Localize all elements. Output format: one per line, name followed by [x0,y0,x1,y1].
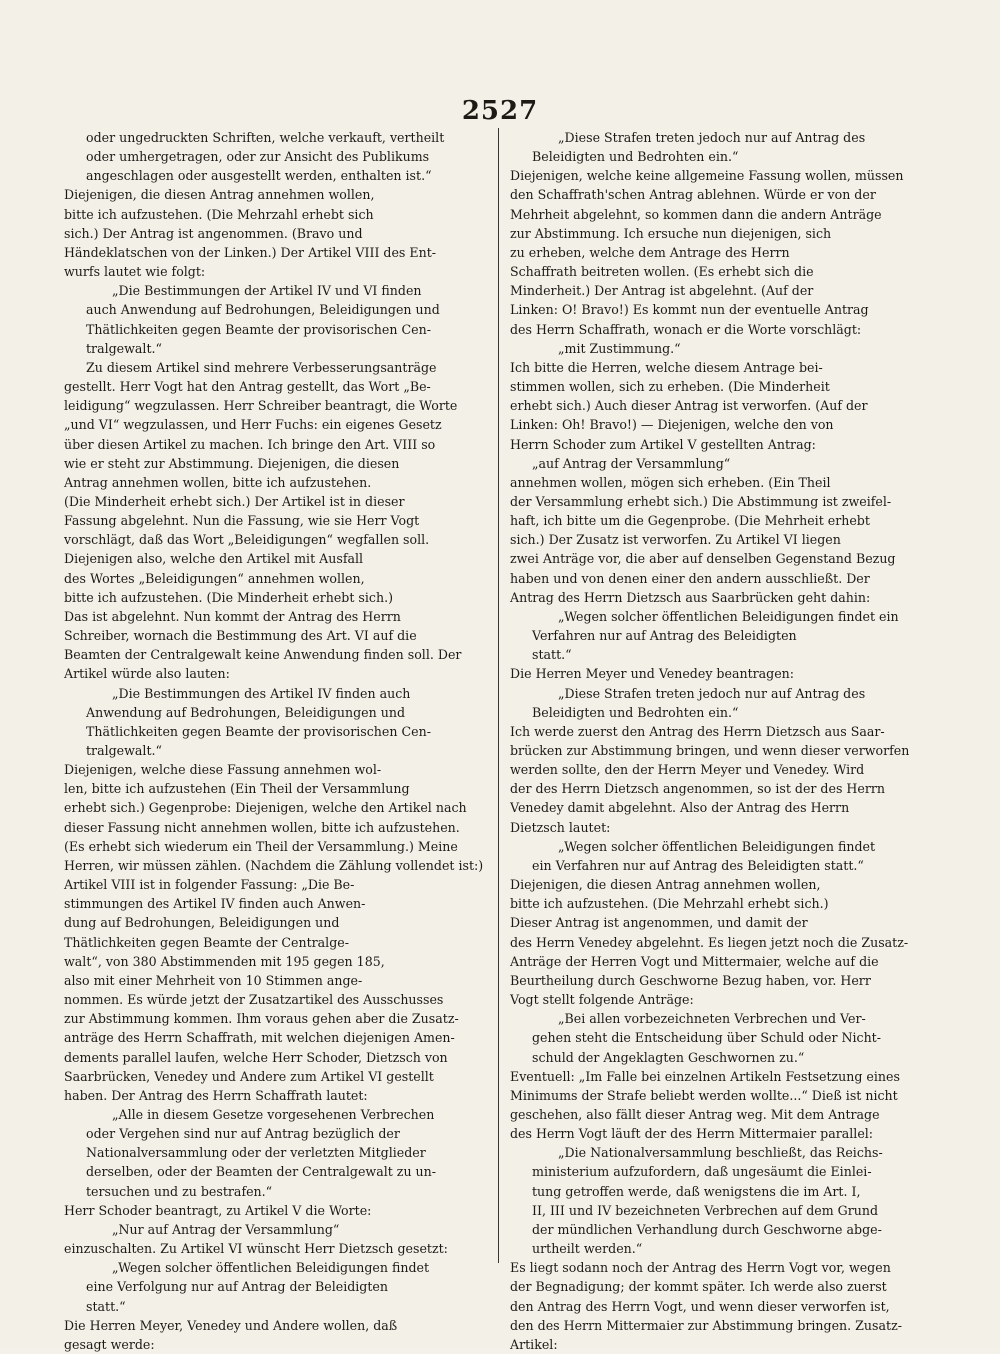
text-line: Diejenigen, die diesen Antrag annehmen wollen, [64,187,375,203]
text-line: stimmen wollen, sich zu erheben. (Die Minderheit [510,379,830,395]
text-line: vorschlägt, daß das Wort „Beleidigungen“ wegfallen soll. [64,532,430,548]
text-line: dung auf Bedrohungen, Beleidigungen und [64,915,340,931]
text-line: ministerium aufzufordern, daß ungesäumt die Einlei- [532,1164,872,1180]
text-line: sich.) Der Antrag ist angenommen. (Bravo und [64,225,363,241]
text-line: ein Verfahren nur auf Antrag des Beleidigten statt.“ [532,857,864,873]
text-line: Ich bitte die Herren, welche diesem Antrage bei- [510,359,823,375]
text-line: tersuchen und zu bestrafen.“ [86,1183,273,1199]
text-line: haben und von denen einer den andern ausschließt. Der [510,570,870,586]
text-line: „Wegen solcher öffentlichen Beleidigungen findet [558,838,876,854]
text-line: den Schaffrath'schen Antrag ablehnen. Würde er von der [510,187,876,203]
text-line: „Wegen solcher öffentlichen Beleidigungen findet [112,1260,430,1276]
text-line: oder Vergehen sind nur auf Antrag bezüglich der [86,1126,400,1142]
text-line: leidigung“ wegzulassen. Herr Schreiber beantragt, die Worte [64,398,458,414]
text-line: Antrag des Herrn Dietzsch aus Saarbrücken geht dahin: [510,589,871,605]
text-line: Zu diesem Artikel sind mehrere Verbesserungsanträge [86,359,437,375]
text-line: dieser Fassung nicht annehmen wollen, bitte ich aufzustehen. [64,819,460,835]
text-line: Artikel VIII ist in folgender Fassung: „Die Be- [64,877,355,893]
text-line: eine Verfolgung nur auf Antrag der Beleidigten [86,1279,388,1295]
text-line: Anträge der Herren Vogt und Mittermaier, welche auf die [510,953,879,969]
text-line: Fassung abgelehnt. Nun die Fassung, wie sie Herr Vogt [64,513,420,529]
text-line: „Wegen solcher öffentlichen Beleidigungen findet ein [558,608,899,624]
text-line: Herrn Schoder zum Artikel V gestellten Antrag: [510,436,816,452]
text-line: Vogt stellt folgende Anträge: [510,992,694,1008]
text-line: Linken: Oh! Bravo!) — Diejenigen, welche den von [510,417,834,433]
text-line: den Antrag des Herrn Vogt, und wenn dieser verworfen ist, [510,1298,890,1314]
text-line: geschehen, also fällt dieser Antrag weg. Mit dem Antrage [510,1106,880,1122]
text-line: Die Herren Meyer und Venedey beantragen: [510,666,795,682]
text-line: des Herrn Vogt läuft der des Herrn Mittermaier parallel: [510,1126,874,1142]
text-line: also mit einer Mehrheit von 10 Stimmen ange- [64,972,363,988]
text-line: Schreiber, wornach die Bestimmung des Art. VI auf die [64,628,417,644]
text-line: Artikel würde also lauten: [64,666,230,682]
text-line: Artikel: [510,1336,558,1352]
text-line: gestellt. Herr Vogt hat den Antrag gestellt, das Wort „Be- [64,379,431,395]
text-line: walt“, von 380 Abstimmenden mit 195 gegen 185, [64,953,385,969]
text-line: wurfs lautet wie folgt: [64,264,206,280]
text-line: der Versammlung erhebt sich.) Die Abstimmung ist zweifel- [510,493,892,509]
text-line: nommen. Es würde jetzt der Zusatzartikel des Ausschusses [64,992,444,1008]
text-line: Thätlichkeiten gegen Beamte der Centralge- [64,934,349,950]
text-line: oder ungedruckten Schriften, welche verkauft, vertheilt [86,130,445,145]
text-line: „Die Nationalversammlung beschließt, das Reichs- [558,1145,883,1161]
text-line: Diejenigen, welche keine allgemeine Fassung wollen, müssen [510,168,904,184]
text-line: gesagt werde: [64,1336,155,1352]
text-line: oder umhergetragen, oder zur Ansicht des Publikums [86,149,430,165]
text-line: zu erheben, welche dem Antrage des Herrn [510,244,790,260]
text-line: Verfahren nur auf Antrag des Beleidigten [532,628,797,644]
text-line: des Wortes „Beleidigungen“ annehmen wollen, [64,570,365,586]
text-line: einzuschalten. Zu Artikel VI wünscht Herr Dietzsch gesetzt: [64,1241,448,1257]
text-line: Schaffrath beitreten wollen. (Es erhebt sich die [510,264,814,280]
right-text-column [510,128,938,1352]
text-line: auch Anwendung auf Bedrohungen, Beleidigungen und [86,302,440,318]
text-line: Dietzsch lautet: [510,819,611,835]
text-line: haft, ich bitte um die Gegenprobe. (Die Mehrheit erhebt [510,513,870,529]
text-line: Beurtheilung durch Geschworne Bezug haben, vor. Herr [510,972,871,988]
text-line: Antrag annehmen wollen, bitte ich aufzustehen. [64,474,372,490]
text-line: den des Herrn Mittermaier zur Abstimmung bringen. Zusatz- [510,1317,902,1333]
text-line: bitte ich aufzustehen. (Die Minderheit erhebt sich.) [64,589,393,605]
text-line: werden sollte, den der Herrn Meyer und Venedey. Wird [510,762,865,778]
text-line: zwei Anträge vor, die aber auf denselben Gegenstand Bezug [510,551,896,567]
text-line: wie er steht zur Abstimmung. Diejenigen, die diesen [64,455,400,471]
text-line: „Nur auf Antrag der Versammlung“ [112,1221,340,1237]
text-line: Beamten der Centralgewalt keine Anwendung finden soll. Der [64,647,462,663]
text-line: tung getroffen werde, daß wenigstens die im Art. I, [532,1183,861,1199]
text-line: Beleidigten und Bedrohten ein.“ [532,704,739,720]
text-line: erhebt sich.) Auch dieser Antrag ist verworfen. (Auf der [510,398,868,414]
text-line: Diejenigen, die diesen Antrag annehmen wollen, [510,877,821,893]
text-line: statt.“ [532,647,572,663]
text-line: bitte ich aufzustehen. (Die Mehrzahl erhebt sich.) [510,896,829,912]
text-line: Eventuell: „Im Falle bei einzelnen Artikeln Festsetzung eines [510,1068,900,1084]
text-line: bitte ich aufzustehen. (Die Mehrzahl erhebt sich [64,206,374,222]
text-line: Diejenigen, welche diese Fassung annehmen wol- [64,762,382,778]
text-line: Minderheit.) Der Antrag ist abgelehnt. (Auf der [510,283,814,299]
text-line: angeschlagen oder ausgestellt werden, enthalten ist.“ [86,168,432,184]
text-line: tralgewalt.“ [86,340,162,356]
text-line: zur Abstimmung. Ich ersuche nun diejenigen, sich [510,225,832,241]
text-line: Händeklatschen von der Linken.) Der Artikel VIII des Ent- [64,244,437,260]
text-line: über diesen Artikel zu machen. Ich bringe den Art. VIII so [64,436,436,452]
text-line: haben. Der Antrag des Herrn Schaffrath lautet: [64,1087,368,1103]
text-line: Linken: O! Bravo!) Es kommt nun der eventuelle Antrag [510,302,869,318]
text-line: der des Herrn Dietzsch angenommen, so ist der des Herrn [510,781,886,797]
text-line: „und VI“ wegzulassen, und Herr Fuchs: ein eigenes Gesetz [64,417,442,433]
column-divider [498,128,499,1263]
text-line: Minimums der Strafe beliebt werden wollte...“ Dieß ist nicht [510,1087,898,1103]
text-line: (Die Minderheit erhebt sich.) Der Artikel ist in dieser [64,493,405,509]
text-line: stimmungen des Artikel IV finden auch Anwen- [64,896,366,912]
text-line: „Diese Strafen treten jedoch nur auf Antrag des [558,685,866,701]
text-line: Herr Schoder beantragt, zu Artikel V die Worte: [64,1202,372,1218]
text-line: des Herrn Schaffrath, wonach er die Worte vorschlägt: [510,321,862,337]
text-line: „Diese Strafen treten jedoch nur auf Antrag des [558,130,866,145]
text-line: Das ist abgelehnt. Nun kommt der Antrag des Herrn [64,608,401,624]
text-line: Es liegt sodann noch der Antrag des Herrn Vogt vor, wegen [510,1260,891,1276]
text-line: „Bei allen vorbezeichneten Verbrechen und Ver- [558,1011,866,1027]
text-line: II, III und IV bezeichneten Verbrechen auf dem Grund [532,1202,879,1218]
text-line: Saarbrücken, Venedey und Andere zum Artikel VI gestellt [64,1068,434,1084]
text-line: Ich werde zuerst den Antrag des Herrn Dietzsch aus Saar- [510,723,885,739]
text-line: statt.“ [86,1298,126,1314]
text-line: Thätlichkeiten gegen Beamte der provisorischen Cen- [86,723,431,739]
text-line: „auf Antrag der Versammlung“ [532,455,731,471]
text-line: Herren, wir müssen zählen. (Nachdem die Zählung vollendet ist:) [64,857,484,873]
text-line: brücken zur Abstimmung bringen, und wenn dieser verworfen [510,743,910,758]
text-line: Mehrheit abgelehnt, so kommen dann die andern Anträge [510,206,882,222]
text-line: tralgewalt.“ [86,743,162,758]
text-line: Dieser Antrag ist angenommen, und damit der [510,915,808,931]
text-line: dements parallel laufen, welche Herr Schoder, Dietzsch von [64,1049,448,1065]
text-line: derselben, oder der Beamten der Centralgewalt zu un- [86,1164,437,1180]
text-line: „Alle in diesem Gesetze vorgesehenen Verbrechen [112,1106,435,1122]
text-line: len, bitte ich aufzustehen (Ein Theil der Versammlung [64,781,410,797]
text-line: Venedey damit abgelehnt. Also der Antrag des Herrn [510,800,850,816]
text-line: schuld der Angeklagten Geschwornen zu.“ [532,1049,805,1065]
text-line: (Es erhebt sich wiederum ein Theil der Versammlung.) Meine [64,838,458,854]
text-line: annehmen wollen, mögen sich erheben. (Ein Theil [510,474,831,490]
text-line: sich.) Der Zusatz ist verworfen. Zu Artikel VI liegen [510,532,841,548]
text-line: Nationalversammlung oder der verletzten Mitglieder [86,1145,426,1161]
text-line: Die Herren Meyer, Venedey und Andere wollen, daß [64,1317,398,1333]
text-line: „mit Zustimmung.“ [558,340,681,356]
text-line: Thätlichkeiten gegen Beamte der provisorischen Cen- [86,321,431,337]
text-line: zur Abstimmung kommen. Ihm voraus gehen aber die Zusatz- [64,1011,459,1027]
page-number: 2527 [461,96,539,126]
text-line: erhebt sich.) Gegenprobe: Diejenigen, welche den Artikel nach [64,800,467,816]
left-text-column [64,128,489,1352]
text-line: Anwendung auf Bedrohungen, Beleidigungen und [86,704,406,720]
text-line: des Herrn Venedey abgelehnt. Es liegen jetzt noch die Zusatz- [510,934,909,950]
text-line: der mündlichen Verhandlung durch Geschworne abge- [532,1221,882,1237]
text-line: anträge des Herrn Schaffrath, mit welchen diejenigen Amen- [64,1030,455,1046]
text-line: gehen steht die Entscheidung über Schuld oder Nicht- [532,1030,882,1046]
text-line: der Begnadigung; der kommt später. Ich werde also zuerst [510,1279,887,1295]
text-line: Beleidigten und Bedrohten ein.“ [532,149,739,165]
text-line: Diejenigen also, welche den Artikel mit Ausfall [64,551,364,567]
text-line: „Die Bestimmungen des Artikel IV finden auch [112,685,411,701]
text-line: „Die Bestimmungen der Artikel IV und VI finden [112,283,422,299]
text-line: urtheilt werden.“ [532,1241,643,1257]
